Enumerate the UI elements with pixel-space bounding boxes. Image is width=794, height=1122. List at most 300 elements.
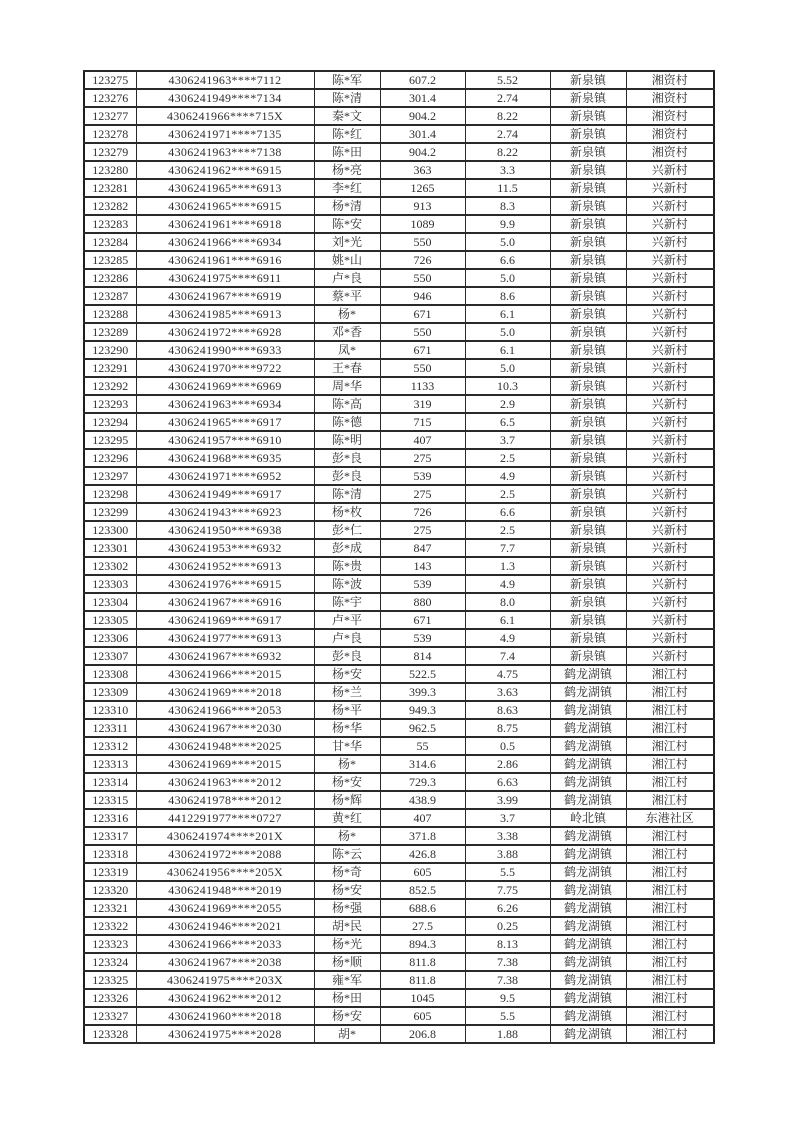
cell-area: 3.3 [465,161,550,179]
cell-serial-number: 123279 [84,143,136,161]
cell-amount: 301.4 [380,89,465,107]
cell-town: 鹤龙湖镇 [550,737,626,755]
cell-name: 周*华 [314,377,380,395]
cell-village: 兴新村 [626,485,714,503]
cell-amount: 1089 [380,215,465,233]
cell-amount: 539 [380,575,465,593]
cell-name: 杨*枚 [314,503,380,521]
cell-name: 杨*光 [314,935,380,953]
table-row [84,233,714,251]
cell-area: 6.6 [465,503,550,521]
cell-serial-number: 123326 [84,989,136,1007]
cell-serial-number: 123303 [84,575,136,593]
table-row [84,107,714,125]
cell-amount: 426.8 [380,845,465,863]
table-row [84,881,714,899]
cell-area: 0.25 [465,917,550,935]
records-table-body [84,71,714,1043]
cell-serial-number: 123302 [84,557,136,575]
cell-village: 湘江村 [626,1025,714,1043]
cell-name: 陈*安 [314,215,380,233]
cell-name: 杨*平 [314,701,380,719]
cell-name: 杨*清 [314,197,380,215]
table-row [84,485,714,503]
table-row [84,899,714,917]
cell-area: 6.1 [465,305,550,323]
cell-town: 新泉镇 [550,593,626,611]
table-row [84,665,714,683]
cell-name: 雍*军 [314,971,380,989]
cell-name: 秦*文 [314,107,380,125]
cell-area: 4.9 [465,575,550,593]
cell-amount: 399.3 [380,683,465,701]
cell-area: 5.0 [465,323,550,341]
cell-area: 5.0 [465,233,550,251]
cell-name: 陈*明 [314,431,380,449]
cell-name: 陈*高 [314,395,380,413]
table-row [84,269,714,287]
cell-id-number: 4306241978****2012 [136,791,314,809]
cell-area: 8.6 [465,287,550,305]
cell-serial-number: 123308 [84,665,136,683]
cell-town: 鹤龙湖镇 [550,863,626,881]
cell-village: 湘江村 [626,701,714,719]
cell-area: 6.5 [465,413,550,431]
cell-town: 鹤龙湖镇 [550,989,626,1007]
cell-amount: 671 [380,611,465,629]
cell-id-number: 4306241962****2012 [136,989,314,1007]
cell-village: 湘江村 [626,971,714,989]
cell-area: 8.3 [465,197,550,215]
cell-serial-number: 123314 [84,773,136,791]
table-row [84,89,714,107]
cell-serial-number: 123290 [84,341,136,359]
cell-serial-number: 123306 [84,629,136,647]
table-row [84,251,714,269]
cell-name: 邓*香 [314,323,380,341]
cell-id-number: 4306241957****6910 [136,431,314,449]
table-row [84,71,714,89]
cell-serial-number: 123288 [84,305,136,323]
cell-id-number: 4306241966****6934 [136,233,314,251]
cell-area: 2.74 [465,125,550,143]
cell-name: 卢*平 [314,611,380,629]
cell-amount: 550 [380,269,465,287]
table-row [84,971,714,989]
cell-id-number: 4306241963****7112 [136,71,314,89]
cell-area: 8.0 [465,593,550,611]
cell-area: 5.0 [465,359,550,377]
cell-name: 杨* [314,305,380,323]
cell-name: 卢*良 [314,629,380,647]
cell-name: 杨*亮 [314,161,380,179]
cell-id-number: 4306241971****7135 [136,125,314,143]
cell-village: 东港社区 [626,809,714,827]
cell-name: 杨* [314,827,380,845]
cell-serial-number: 123315 [84,791,136,809]
cell-id-number: 4306241968****6935 [136,449,314,467]
cell-area: 2.5 [465,485,550,503]
cell-amount: 726 [380,503,465,521]
cell-serial-number: 123325 [84,971,136,989]
cell-name: 陈*德 [314,413,380,431]
cell-amount: 206.8 [380,1025,465,1043]
cell-serial-number: 123295 [84,431,136,449]
cell-village: 湘江村 [626,989,714,1007]
cell-village: 兴新村 [626,395,714,413]
cell-town: 新泉镇 [550,359,626,377]
cell-town: 新泉镇 [550,431,626,449]
cell-name: 陈*波 [314,575,380,593]
cell-name: 胡*民 [314,917,380,935]
cell-amount: 904.2 [380,107,465,125]
cell-village: 湘江村 [626,881,714,899]
cell-village: 兴新村 [626,161,714,179]
cell-amount: 550 [380,359,465,377]
cell-serial-number: 123301 [84,539,136,557]
cell-id-number: 4306241953****6932 [136,539,314,557]
cell-town: 新泉镇 [550,143,626,161]
cell-town: 鹤龙湖镇 [550,953,626,971]
table-row [84,467,714,485]
table-row [84,197,714,215]
cell-area: 1.88 [465,1025,550,1043]
cell-area: 7.38 [465,971,550,989]
cell-area: 2.5 [465,449,550,467]
cell-id-number: 4306241969****2055 [136,899,314,917]
cell-town: 新泉镇 [550,521,626,539]
cell-amount: 539 [380,467,465,485]
cell-village: 兴新村 [626,377,714,395]
cell-name: 王*春 [314,359,380,377]
table-row [84,143,714,161]
cell-area: 5.0 [465,269,550,287]
cell-amount: 550 [380,233,465,251]
cell-village: 兴新村 [626,467,714,485]
cell-village: 兴新村 [626,575,714,593]
cell-name: 陈*清 [314,485,380,503]
cell-serial-number: 123305 [84,611,136,629]
cell-id-number: 4306241969****6969 [136,377,314,395]
table-row [84,629,714,647]
cell-name: 杨*安 [314,881,380,899]
cell-id-number: 4306241975****2028 [136,1025,314,1043]
cell-name: 陈*宇 [314,593,380,611]
cell-id-number: 4306241985****6913 [136,305,314,323]
cell-town: 新泉镇 [550,161,626,179]
cell-town: 鹤龙湖镇 [550,881,626,899]
table-row [84,827,714,845]
cell-amount: 301.4 [380,125,465,143]
cell-serial-number: 123282 [84,197,136,215]
cell-id-number: 4306241975****203X [136,971,314,989]
table-row [84,161,714,179]
cell-amount: 27.5 [380,917,465,935]
table-row [84,395,714,413]
cell-village: 兴新村 [626,359,714,377]
cell-village: 兴新村 [626,305,714,323]
cell-amount: 946 [380,287,465,305]
cell-area: 3.7 [465,809,550,827]
cell-amount: 847 [380,539,465,557]
cell-village: 兴新村 [626,323,714,341]
cell-id-number: 4306241960****2018 [136,1007,314,1025]
cell-town: 鹤龙湖镇 [550,719,626,737]
cell-village: 兴新村 [626,449,714,467]
cell-town: 鹤龙湖镇 [550,773,626,791]
cell-id-number: 4306241966****715X [136,107,314,125]
cell-name: 陈*清 [314,89,380,107]
cell-serial-number: 123277 [84,107,136,125]
cell-area: 1.3 [465,557,550,575]
cell-town: 新泉镇 [550,251,626,269]
cell-name: 杨* [314,755,380,773]
table-row [84,647,714,665]
cell-area: 2.9 [465,395,550,413]
table-row [84,863,714,881]
cell-town: 新泉镇 [550,413,626,431]
cell-name: 陈*田 [314,143,380,161]
cell-amount: 275 [380,521,465,539]
cell-town: 新泉镇 [550,89,626,107]
cell-amount: 814 [380,647,465,665]
cell-name: 杨*辉 [314,791,380,809]
cell-serial-number: 123289 [84,323,136,341]
cell-id-number: 4306241972****2088 [136,845,314,863]
cell-area: 10.3 [465,377,550,395]
table-row [84,557,714,575]
cell-serial-number: 123327 [84,1007,136,1025]
cell-serial-number: 123291 [84,359,136,377]
cell-village: 湘江村 [626,719,714,737]
cell-amount: 607.2 [380,71,465,89]
cell-serial-number: 123311 [84,719,136,737]
cell-village: 兴新村 [626,557,714,575]
cell-serial-number: 123300 [84,521,136,539]
cell-village: 兴新村 [626,233,714,251]
cell-town: 新泉镇 [550,71,626,89]
cell-village: 湘江村 [626,683,714,701]
cell-name: 刘*光 [314,233,380,251]
cell-area: 6.1 [465,611,550,629]
cell-village: 兴新村 [626,179,714,197]
cell-town: 新泉镇 [550,323,626,341]
table-row [84,1025,714,1043]
cell-town: 新泉镇 [550,197,626,215]
cell-id-number: 4306241946****2021 [136,917,314,935]
cell-village: 湘资村 [626,143,714,161]
cell-id-number: 4306241961****6916 [136,251,314,269]
cell-village: 兴新村 [626,539,714,557]
cell-name: 姚*山 [314,251,380,269]
cell-village: 兴新村 [626,215,714,233]
cell-town: 鹤龙湖镇 [550,827,626,845]
cell-area: 9.9 [465,215,550,233]
table-row [84,287,714,305]
cell-village: 湘江村 [626,935,714,953]
cell-name: 甘*华 [314,737,380,755]
cell-id-number: 4412291977****0727 [136,809,314,827]
cell-town: 新泉镇 [550,377,626,395]
cell-town: 新泉镇 [550,575,626,593]
table-row [84,575,714,593]
cell-area: 5.52 [465,71,550,89]
cell-town: 新泉镇 [550,341,626,359]
cell-serial-number: 123278 [84,125,136,143]
cell-serial-number: 123284 [84,233,136,251]
cell-area: 3.63 [465,683,550,701]
table-row [84,773,714,791]
cell-area: 5.5 [465,1007,550,1025]
cell-village: 湘资村 [626,89,714,107]
cell-serial-number: 123316 [84,809,136,827]
cell-id-number: 4306241967****2038 [136,953,314,971]
cell-village: 湘江村 [626,827,714,845]
cell-id-number: 4306241963****2012 [136,773,314,791]
cell-id-number: 4306241962****6915 [136,161,314,179]
cell-id-number: 4306241990****6933 [136,341,314,359]
cell-name: 彭*成 [314,539,380,557]
cell-village: 湘江村 [626,737,714,755]
table-row [84,809,714,827]
table-row [84,1007,714,1025]
cell-area: 11.5 [465,179,550,197]
table-row [84,755,714,773]
cell-area: 2.86 [465,755,550,773]
table-row [84,611,714,629]
cell-amount: 605 [380,863,465,881]
cell-area: 3.88 [465,845,550,863]
cell-area: 7.75 [465,881,550,899]
cell-town: 鹤龙湖镇 [550,755,626,773]
cell-area: 0.5 [465,737,550,755]
cell-town: 鹤龙湖镇 [550,665,626,683]
cell-town: 新泉镇 [550,647,626,665]
cell-area: 8.22 [465,107,550,125]
cell-serial-number: 123286 [84,269,136,287]
cell-town: 新泉镇 [550,215,626,233]
table-row [84,125,714,143]
cell-town: 新泉镇 [550,449,626,467]
cell-area: 8.63 [465,701,550,719]
cell-amount: 522.5 [380,665,465,683]
cell-area: 7.7 [465,539,550,557]
cell-amount: 363 [380,161,465,179]
cell-serial-number: 123281 [84,179,136,197]
cell-town: 岭北镇 [550,809,626,827]
cell-village: 湘江村 [626,665,714,683]
cell-id-number: 4306241963****6934 [136,395,314,413]
cell-name: 彭*良 [314,647,380,665]
cell-id-number: 4306241969****2018 [136,683,314,701]
cell-id-number: 4306241952****6913 [136,557,314,575]
cell-amount: 55 [380,737,465,755]
cell-area: 6.63 [465,773,550,791]
cell-area: 6.6 [465,251,550,269]
cell-serial-number: 123318 [84,845,136,863]
table-row [84,503,714,521]
cell-area: 4.75 [465,665,550,683]
table-row [84,179,714,197]
cell-amount: 438.9 [380,791,465,809]
cell-area: 3.99 [465,791,550,809]
cell-village: 兴新村 [626,647,714,665]
cell-amount: 275 [380,449,465,467]
cell-area: 6.26 [465,899,550,917]
cell-serial-number: 123283 [84,215,136,233]
cell-village: 湘江村 [626,845,714,863]
cell-amount: 811.8 [380,953,465,971]
cell-town: 新泉镇 [550,179,626,197]
cell-area: 4.9 [465,467,550,485]
cell-id-number: 4306241967****6916 [136,593,314,611]
cell-id-number: 4306241965****6915 [136,197,314,215]
cell-name: 杨*华 [314,719,380,737]
cell-amount: 1045 [380,989,465,1007]
cell-id-number: 4306241974****201X [136,827,314,845]
cell-name: 杨*安 [314,1007,380,1025]
cell-area: 2.5 [465,521,550,539]
cell-serial-number: 123317 [84,827,136,845]
cell-id-number: 4306241948****2019 [136,881,314,899]
cell-village: 兴新村 [626,287,714,305]
cell-amount: 407 [380,809,465,827]
cell-serial-number: 123287 [84,287,136,305]
cell-town: 新泉镇 [550,485,626,503]
cell-name: 凤* [314,341,380,359]
cell-town: 鹤龙湖镇 [550,683,626,701]
cell-name: 陈*云 [314,845,380,863]
table-row [84,845,714,863]
table-row [84,323,714,341]
cell-name: 陈*贵 [314,557,380,575]
table-row [84,683,714,701]
cell-amount: 894.3 [380,935,465,953]
cell-serial-number: 123275 [84,71,136,89]
cell-town: 鹤龙湖镇 [550,791,626,809]
cell-area: 7.38 [465,953,550,971]
cell-serial-number: 123323 [84,935,136,953]
cell-serial-number: 123320 [84,881,136,899]
cell-serial-number: 123285 [84,251,136,269]
cell-name: 陈*红 [314,125,380,143]
cell-area: 5.5 [465,863,550,881]
table-row [84,359,714,377]
cell-name: 杨*奇 [314,863,380,881]
cell-serial-number: 123299 [84,503,136,521]
cell-town: 新泉镇 [550,467,626,485]
cell-name: 彭*良 [314,467,380,485]
cell-name: 杨*安 [314,665,380,683]
cell-name: 胡* [314,1025,380,1043]
cell-serial-number: 123294 [84,413,136,431]
cell-town: 新泉镇 [550,233,626,251]
table-row [84,377,714,395]
cell-id-number: 4306241943****6923 [136,503,314,521]
cell-village: 兴新村 [626,521,714,539]
cell-name: 彭*良 [314,449,380,467]
cell-amount: 1133 [380,377,465,395]
cell-village: 兴新村 [626,431,714,449]
cell-id-number: 4306241976****6915 [136,575,314,593]
table-row [84,215,714,233]
cell-village: 兴新村 [626,341,714,359]
cell-village: 湘江村 [626,917,714,935]
cell-area: 4.9 [465,629,550,647]
cell-id-number: 4306241967****6919 [136,287,314,305]
cell-serial-number: 123324 [84,953,136,971]
cell-town: 新泉镇 [550,125,626,143]
